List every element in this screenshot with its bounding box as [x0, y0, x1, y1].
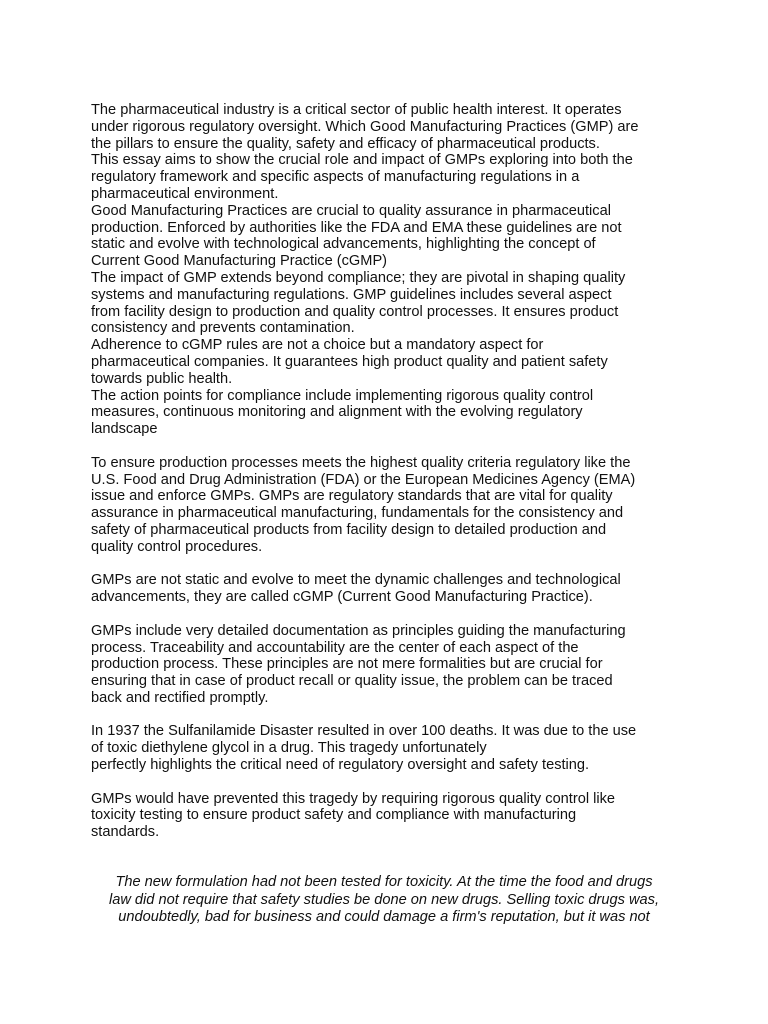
- paragraph-prevention: GMPs would have prevented this tragedy by requiring rigorous quality control like toxicity testing to ensure product safety and compliance with manufacturing standards.: [91, 790, 616, 841]
- paragraph-gap: [91, 707, 691, 724]
- paragraph-gap: [91, 774, 691, 791]
- paragraph-fda-ema: To ensure production processes meets the highest quality criteria regulatory like the U.S. Food and Drug Administration (FDA) or the European Medicines Agency (EMA) issue and enforce GMPs. GMPs are regulatory standards that are vital for quality assurance in pharmaceutical manufacturing, fundamentals for the consistency and safety of pharmaceutical products from facility design to detailed production and quality control procedures.: [91, 454, 636, 555]
- paragraph-gap: [91, 438, 691, 455]
- paragraph-documentation: GMPs include very detailed documentation as principles guiding the manufacturing process. Traceability and accountability are the center of each aspect of the production process. These principles are not mere formalities but are crucial for ensuring that in case of product recall or quality issue, the problem can be traced back and rectified promptly.: [91, 622, 626, 706]
- paragraph-gap: [91, 556, 691, 573]
- document-body: [91, 102, 691, 841]
- paragraph-sulfanilamide: In 1937 the Sulfanilamide Disaster resulted in over 100 deaths. It was due to the use of toxic diethylene glycol in a drug. This tragedy unfortunately perfectly highlights the critical need of regulatory oversight and safety testing.: [91, 723, 637, 774]
- paragraph-gap: [91, 606, 691, 623]
- paragraph-cgmp: GMPs are not static and evolve to meet the dynamic challenges and technological advancements, they are called cGMP (Current Good Manufacturing Practice).: [91, 572, 621, 606]
- italic-quote: The new formulation had not been tested for toxicity. At the time the food and drugs law did not require that safety studies be done on new drugs. Selling toxic drugs was, undoubtedly, bad for business and could damage a firm's reputation, but it was not: [108, 874, 660, 925]
- intro-paragraphs: The pharmaceutical industry is a critical sector of public health interest. It operates under rigorous regulatory oversight. Which Good Manufacturing Practices (GMP) are the pillars to ensure the quality, safety and efficacy of pharmaceutical products. This essay aims to show the crucial role and impact of GMPs exploring into both the regulatory framework and specific aspects of manufacturing regulations in a pharmaceutical environment. Good Manufacturing Practices are crucial to quality assurance in pharmaceutical production. Enforced by authorities like the FDA and EMA these guidelines are not static and evolve with technological advancements, highlighting the concept of Current Good Manufacturing Practice (cGMP) The impact of GMP extends beyond compliance; they are pivotal in shaping quality systems and manufacturing regulations. GMP guidelines includes several aspect from facility design to production and quality control processes. It ensures product consistency and prevents contamination. Adherence to cGMP rules are not a choice but a mandatory aspect for pharmaceutical companies. It guarantees high product quality and patient safety towards public health. The action points for compliance include implementing rigorous quality control measures, continuous monitoring and alignment with the evolving regulatory landscape: [91, 102, 639, 438]
